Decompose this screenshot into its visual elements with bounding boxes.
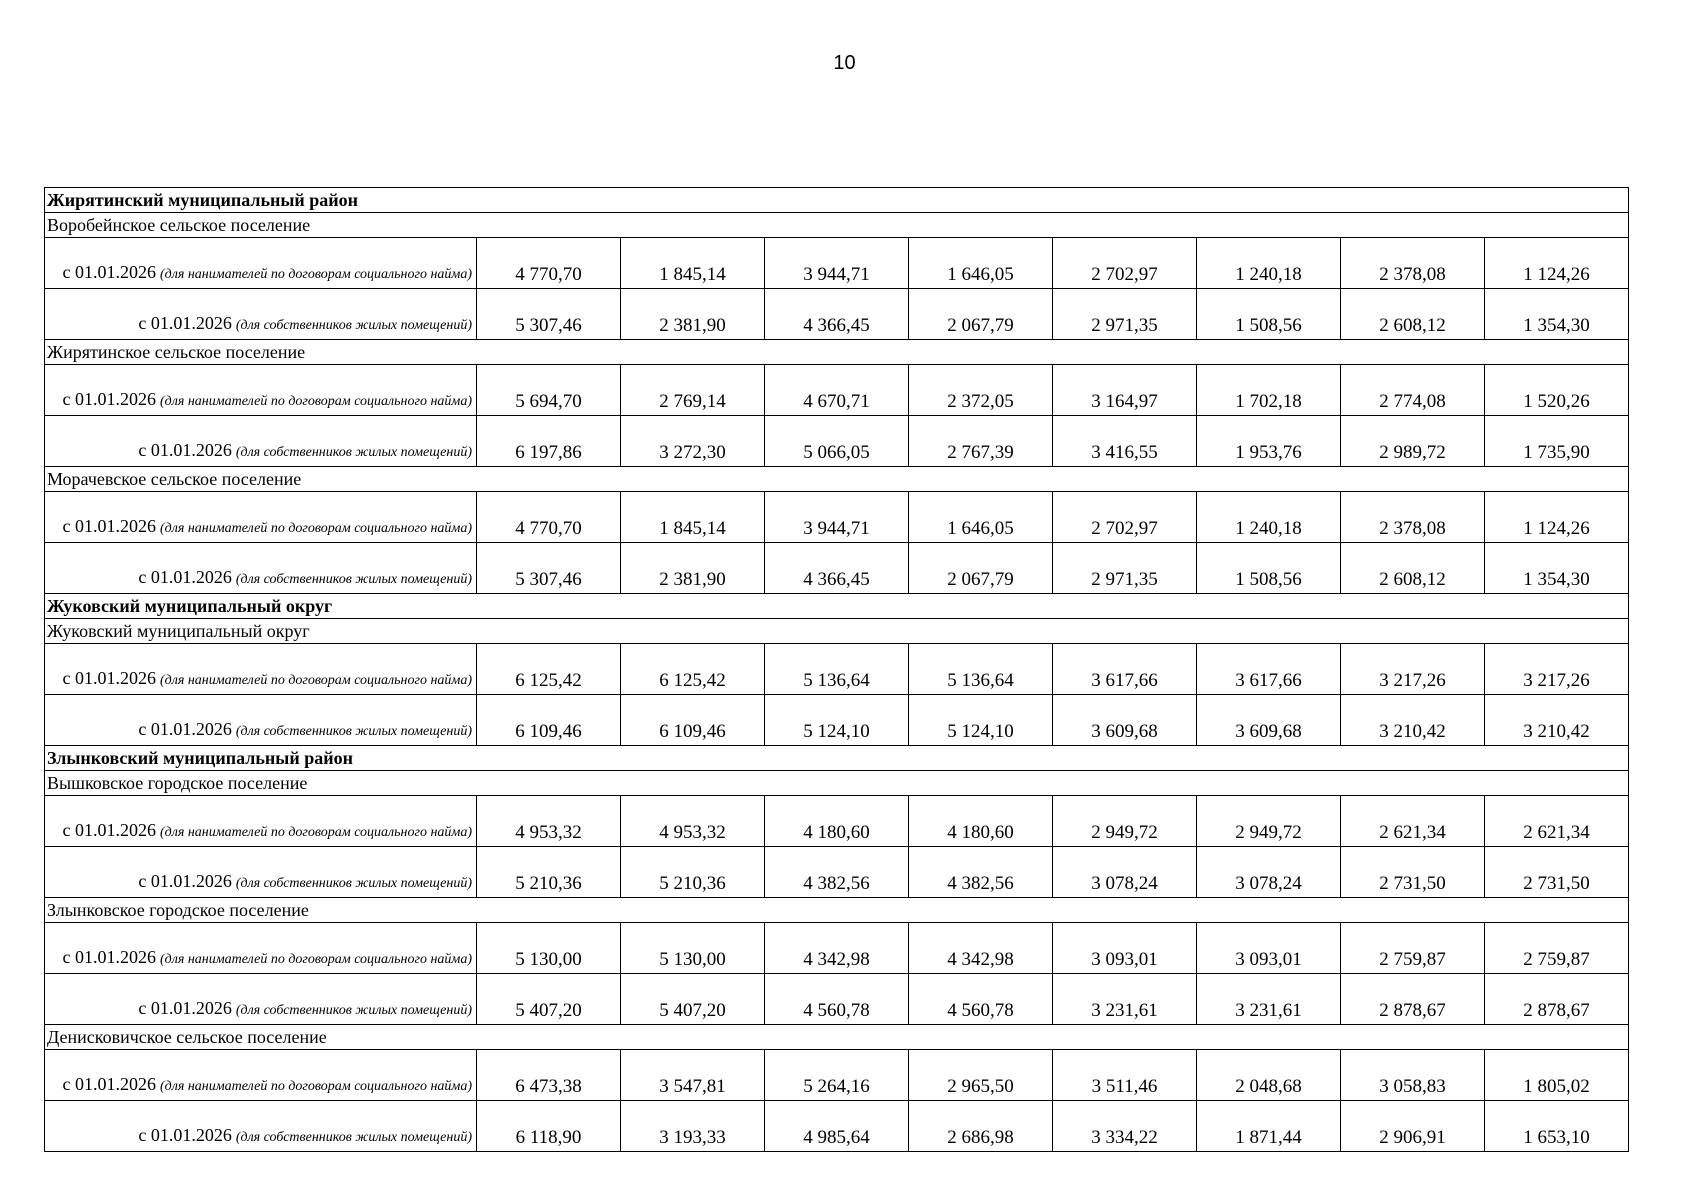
value-cell-3: 4 382,56 <box>765 847 909 898</box>
tariff-table-container <box>44 187 1628 1152</box>
table-row <box>45 695 1629 746</box>
district-name: Злынковский муниципальный район <box>45 746 1629 771</box>
value-cell-1: 4 953,32 <box>477 796 621 847</box>
value-cell-2: 3 193,33 <box>621 1101 765 1152</box>
value-cell-1: 6 473,38 <box>477 1050 621 1101</box>
district-header-row <box>45 188 1629 213</box>
value-cell-6: 2 048,68 <box>1197 1050 1341 1101</box>
row-date: с 01.01.2026 <box>62 668 156 688</box>
value-cell-3: 4 560,78 <box>765 974 909 1025</box>
row-label <box>45 416 477 467</box>
value-cell-6: 1 240,18 <box>1197 238 1341 289</box>
value-cell-2: 3 547,81 <box>621 1050 765 1101</box>
settlement-row <box>45 1025 1629 1050</box>
value-cell-5: 3 617,66 <box>1053 644 1197 695</box>
value-cell-5: 3 093,01 <box>1053 923 1197 974</box>
row-note: (для нанимателей по договорам социального найма) <box>160 394 472 409</box>
table-row <box>45 543 1629 594</box>
value-cell-6: 3 078,24 <box>1197 847 1341 898</box>
value-cell-8: 1 124,26 <box>1485 238 1629 289</box>
value-cell-8: 1 653,10 <box>1485 1101 1629 1152</box>
table-row <box>45 923 1629 974</box>
table-row <box>45 365 1629 416</box>
district-name: Жирятинский муниципальный район <box>45 188 1629 213</box>
settlement-name: Жирятинское сельское поселение <box>45 340 1629 365</box>
value-cell-4: 4 382,56 <box>909 847 1053 898</box>
district-header-row <box>45 746 1629 771</box>
value-cell-3: 3 944,71 <box>765 238 909 289</box>
row-date: с 01.01.2026 <box>62 389 156 409</box>
row-label <box>45 238 477 289</box>
settlement-row <box>45 619 1629 644</box>
value-cell-4: 4 560,78 <box>909 974 1053 1025</box>
value-cell-3: 4 985,64 <box>765 1101 909 1152</box>
settlement-name: Воробейнское сельское поселение <box>45 213 1629 238</box>
table-row <box>45 1050 1629 1101</box>
value-cell-7: 2 608,12 <box>1341 289 1485 340</box>
row-note: (для нанимателей по договорам социального найма) <box>160 521 472 536</box>
row-note: (для собственников жилых помещений) <box>235 318 472 333</box>
value-cell-3: 4 342,98 <box>765 923 909 974</box>
value-cell-2: 6 125,42 <box>621 644 765 695</box>
row-label <box>45 543 477 594</box>
value-cell-3: 4 366,45 <box>765 543 909 594</box>
value-cell-8: 3 210,42 <box>1485 695 1629 746</box>
value-cell-8: 1 735,90 <box>1485 416 1629 467</box>
value-cell-6: 2 949,72 <box>1197 796 1341 847</box>
value-cell-7: 2 731,50 <box>1341 847 1485 898</box>
settlement-row <box>45 213 1629 238</box>
value-cell-3: 4 366,45 <box>765 289 909 340</box>
row-label <box>45 1050 477 1101</box>
row-label <box>45 289 477 340</box>
value-cell-1: 5 407,20 <box>477 974 621 1025</box>
value-cell-3: 3 944,71 <box>765 492 909 543</box>
value-cell-4: 5 124,10 <box>909 695 1053 746</box>
row-date: с 01.01.2026 <box>138 871 232 891</box>
table-body <box>45 188 1629 1152</box>
value-cell-4: 4 180,60 <box>909 796 1053 847</box>
value-cell-4: 2 067,79 <box>909 289 1053 340</box>
row-label <box>45 695 477 746</box>
value-cell-2: 2 381,90 <box>621 543 765 594</box>
value-cell-7: 2 774,08 <box>1341 365 1485 416</box>
value-cell-1: 6 118,90 <box>477 1101 621 1152</box>
value-cell-5: 2 702,97 <box>1053 492 1197 543</box>
value-cell-5: 2 971,35 <box>1053 289 1197 340</box>
settlement-row <box>45 340 1629 365</box>
row-date: с 01.01.2026 <box>62 947 156 967</box>
tariff-table <box>44 187 1629 1152</box>
value-cell-5: 3 416,55 <box>1053 416 1197 467</box>
value-cell-7: 2 378,08 <box>1341 492 1485 543</box>
value-cell-7: 2 878,67 <box>1341 974 1485 1025</box>
value-cell-7: 2 608,12 <box>1341 543 1485 594</box>
table-row <box>45 289 1629 340</box>
value-cell-8: 2 621,34 <box>1485 796 1629 847</box>
settlement-row <box>45 771 1629 796</box>
value-cell-1: 5 130,00 <box>477 923 621 974</box>
row-note: (для собственников жилых помещений) <box>235 572 472 587</box>
value-cell-1: 5 210,36 <box>477 847 621 898</box>
value-cell-2: 1 845,14 <box>621 238 765 289</box>
value-cell-2: 3 272,30 <box>621 416 765 467</box>
settlement-name: Вышковское городское поселение <box>45 771 1629 796</box>
value-cell-1: 6 125,42 <box>477 644 621 695</box>
value-cell-5: 3 164,97 <box>1053 365 1197 416</box>
row-label <box>45 974 477 1025</box>
value-cell-1: 5 694,70 <box>477 365 621 416</box>
value-cell-6: 1 508,56 <box>1197 543 1341 594</box>
row-label <box>45 923 477 974</box>
row-note: (для собственников жилых помещений) <box>235 724 472 739</box>
table-row <box>45 238 1629 289</box>
value-cell-5: 2 971,35 <box>1053 543 1197 594</box>
row-note: (для собственников жилых помещений) <box>235 1003 472 1018</box>
value-cell-3: 5 124,10 <box>765 695 909 746</box>
value-cell-8: 1 805,02 <box>1485 1050 1629 1101</box>
value-cell-2: 4 953,32 <box>621 796 765 847</box>
value-cell-4: 2 767,39 <box>909 416 1053 467</box>
value-cell-4: 1 646,05 <box>909 492 1053 543</box>
row-date: с 01.01.2026 <box>138 998 232 1018</box>
value-cell-5: 3 231,61 <box>1053 974 1197 1025</box>
row-label <box>45 644 477 695</box>
value-cell-7: 2 759,87 <box>1341 923 1485 974</box>
settlement-name: Жуковский муниципальный округ <box>45 619 1629 644</box>
table-row <box>45 796 1629 847</box>
row-label <box>45 1101 477 1152</box>
district-header-row <box>45 594 1629 619</box>
value-cell-3: 5 264,16 <box>765 1050 909 1101</box>
value-cell-8: 1 124,26 <box>1485 492 1629 543</box>
value-cell-6: 3 231,61 <box>1197 974 1341 1025</box>
value-cell-2: 5 407,20 <box>621 974 765 1025</box>
value-cell-6: 1 871,44 <box>1197 1101 1341 1152</box>
value-cell-1: 6 197,86 <box>477 416 621 467</box>
value-cell-6: 1 953,76 <box>1197 416 1341 467</box>
settlement-row <box>45 898 1629 923</box>
row-label <box>45 847 477 898</box>
value-cell-2: 5 130,00 <box>621 923 765 974</box>
value-cell-7: 3 217,26 <box>1341 644 1485 695</box>
row-note: (для нанимателей по договорам социального найма) <box>160 267 472 282</box>
value-cell-2: 2 381,90 <box>621 289 765 340</box>
row-date: с 01.01.2026 <box>62 262 156 282</box>
settlement-row <box>45 467 1629 492</box>
row-label <box>45 492 477 543</box>
value-cell-5: 3 334,22 <box>1053 1101 1197 1152</box>
value-cell-1: 6 109,46 <box>477 695 621 746</box>
row-note: (для собственников жилых помещений) <box>235 1130 472 1145</box>
value-cell-7: 2 906,91 <box>1341 1101 1485 1152</box>
value-cell-6: 1 508,56 <box>1197 289 1341 340</box>
value-cell-6: 3 093,01 <box>1197 923 1341 974</box>
district-name: Жуковский муниципальный округ <box>45 594 1629 619</box>
value-cell-2: 6 109,46 <box>621 695 765 746</box>
row-date: с 01.01.2026 <box>62 820 156 840</box>
value-cell-4: 2 965,50 <box>909 1050 1053 1101</box>
row-note: (для нанимателей по договорам социального найма) <box>160 952 472 967</box>
table-row <box>45 1101 1629 1152</box>
value-cell-3: 4 670,71 <box>765 365 909 416</box>
page-number: 10 <box>833 52 856 74</box>
value-cell-1: 4 770,70 <box>477 238 621 289</box>
value-cell-8: 2 878,67 <box>1485 974 1629 1025</box>
value-cell-7: 2 378,08 <box>1341 238 1485 289</box>
row-date: с 01.01.2026 <box>138 440 232 460</box>
settlement-name: Денисковичское сельское поселение <box>45 1025 1629 1050</box>
row-date: с 01.01.2026 <box>138 719 232 739</box>
value-cell-5: 2 702,97 <box>1053 238 1197 289</box>
value-cell-2: 1 845,14 <box>621 492 765 543</box>
table-row <box>45 974 1629 1025</box>
value-cell-2: 2 769,14 <box>621 365 765 416</box>
value-cell-4: 4 342,98 <box>909 923 1053 974</box>
row-label <box>45 365 477 416</box>
table-row <box>45 492 1629 543</box>
table-row <box>45 847 1629 898</box>
row-note: (для собственников жилых помещений) <box>235 445 472 460</box>
value-cell-1: 4 770,70 <box>477 492 621 543</box>
value-cell-7: 2 621,34 <box>1341 796 1485 847</box>
value-cell-1: 5 307,46 <box>477 543 621 594</box>
value-cell-6: 1 240,18 <box>1197 492 1341 543</box>
row-label <box>45 796 477 847</box>
value-cell-7: 3 058,83 <box>1341 1050 1485 1101</box>
value-cell-8: 2 731,50 <box>1485 847 1629 898</box>
value-cell-3: 5 136,64 <box>765 644 909 695</box>
value-cell-6: 1 702,18 <box>1197 365 1341 416</box>
value-cell-6: 3 617,66 <box>1197 644 1341 695</box>
row-note: (для нанимателей по договорам социального найма) <box>160 1079 472 1094</box>
table-row <box>45 644 1629 695</box>
row-date: с 01.01.2026 <box>138 567 232 587</box>
row-note: (для собственников жилых помещений) <box>235 876 472 891</box>
value-cell-7: 3 210,42 <box>1341 695 1485 746</box>
value-cell-8: 3 217,26 <box>1485 644 1629 695</box>
value-cell-1: 5 307,46 <box>477 289 621 340</box>
value-cell-3: 4 180,60 <box>765 796 909 847</box>
value-cell-6: 3 609,68 <box>1197 695 1341 746</box>
row-date: с 01.01.2026 <box>138 1125 232 1145</box>
value-cell-2: 5 210,36 <box>621 847 765 898</box>
row-note: (для нанимателей по договорам социального найма) <box>160 825 472 840</box>
table-row <box>45 416 1629 467</box>
value-cell-5: 2 949,72 <box>1053 796 1197 847</box>
row-date: с 01.01.2026 <box>138 313 232 333</box>
value-cell-8: 1 520,26 <box>1485 365 1629 416</box>
value-cell-8: 2 759,87 <box>1485 923 1629 974</box>
value-cell-4: 5 136,64 <box>909 644 1053 695</box>
value-cell-8: 1 354,30 <box>1485 289 1629 340</box>
value-cell-5: 3 078,24 <box>1053 847 1197 898</box>
value-cell-4: 2 067,79 <box>909 543 1053 594</box>
value-cell-5: 3 609,68 <box>1053 695 1197 746</box>
row-date: с 01.01.2026 <box>62 516 156 536</box>
value-cell-7: 2 989,72 <box>1341 416 1485 467</box>
value-cell-4: 2 372,05 <box>909 365 1053 416</box>
value-cell-8: 1 354,30 <box>1485 543 1629 594</box>
value-cell-4: 2 686,98 <box>909 1101 1053 1152</box>
settlement-name: Морачевское сельское поселение <box>45 467 1629 492</box>
row-note: (для нанимателей по договорам социального найма) <box>160 673 472 688</box>
value-cell-4: 1 646,05 <box>909 238 1053 289</box>
value-cell-3: 5 066,05 <box>765 416 909 467</box>
value-cell-5: 3 511,46 <box>1053 1050 1197 1101</box>
settlement-name: Злынковское городское поселение <box>45 898 1629 923</box>
row-date: с 01.01.2026 <box>62 1074 156 1094</box>
